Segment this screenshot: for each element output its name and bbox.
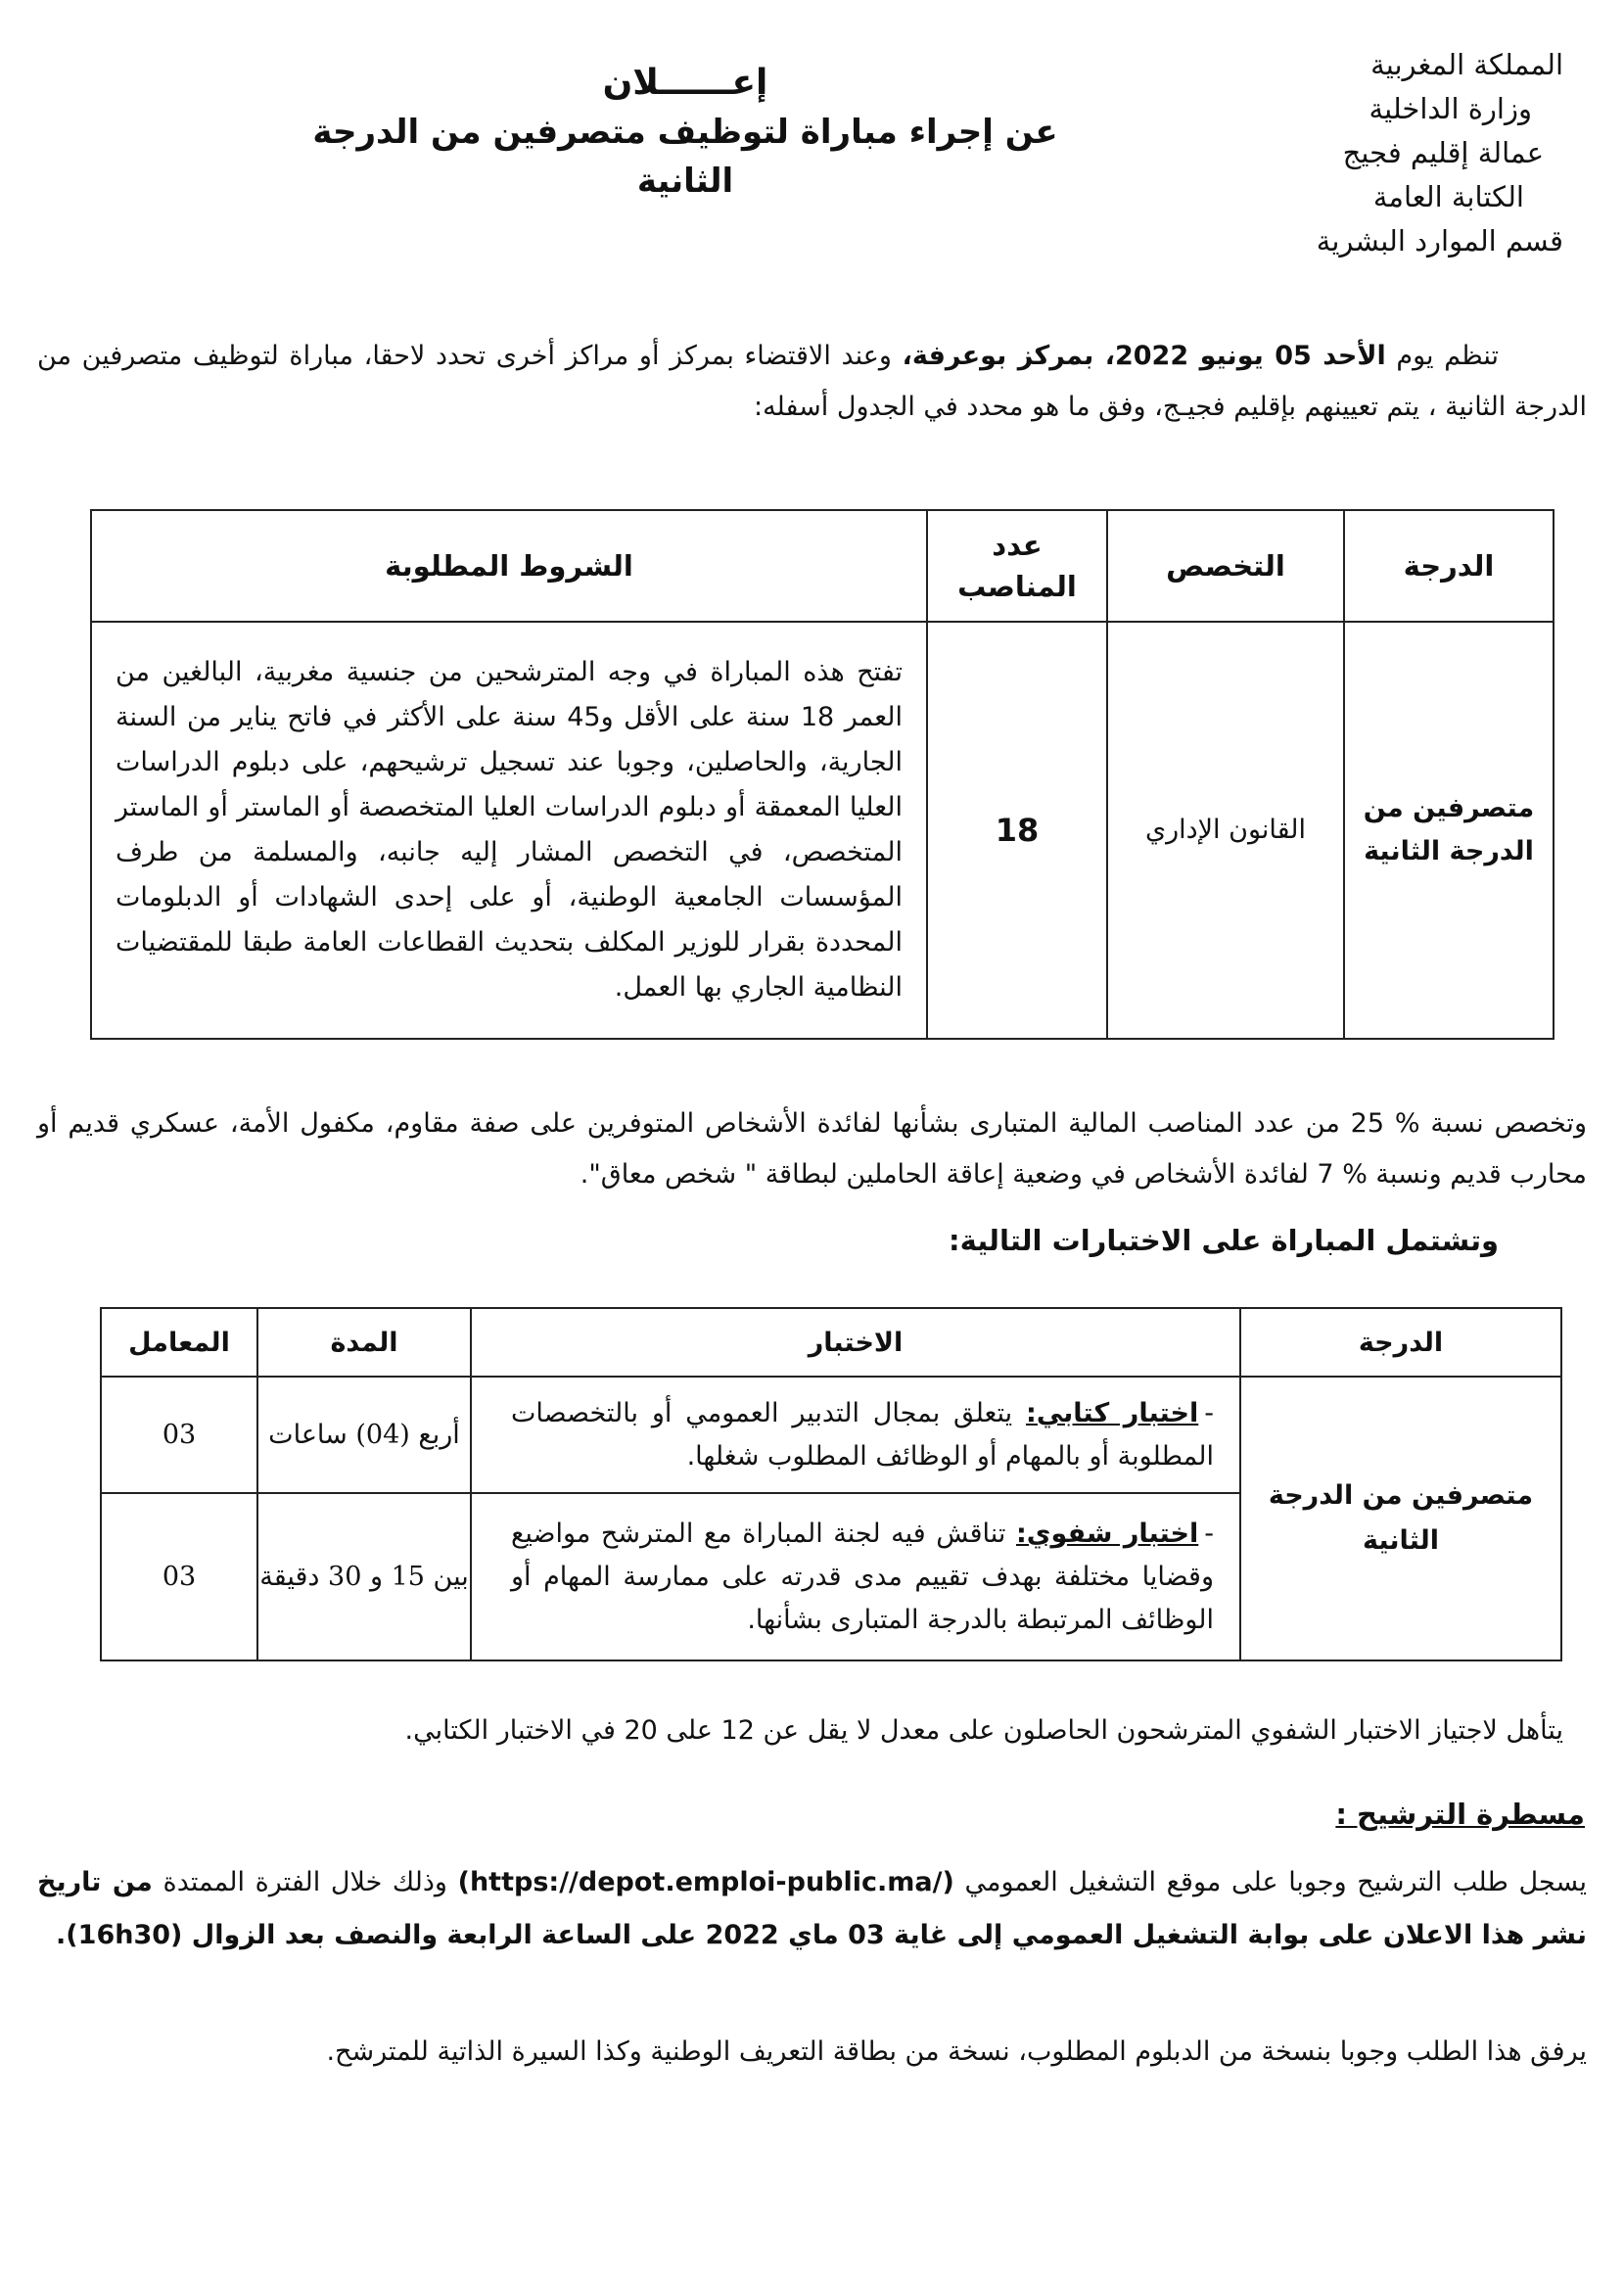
announcement-title-block bbox=[294, 59, 1077, 206]
intro-text-1: تنظم يوم bbox=[1385, 341, 1499, 371]
header-grade: الدرجة bbox=[1344, 510, 1554, 622]
table-row bbox=[101, 1377, 1561, 1493]
coefficient-cell: 03 bbox=[101, 1377, 257, 1493]
header-count: عدد المناصب bbox=[927, 510, 1107, 622]
grade-cell: متصرفين من الدرجة الثانية bbox=[1240, 1377, 1561, 1660]
qualification-paragraph: يتأهل لاجتياز الاختبار الشفوي المترشحون الحاصلون على معدل لا يقل عن 12 على 20 في الاختبار الكتابي. bbox=[404, 1715, 1563, 1746]
authority-line: الكتابة العامة bbox=[1372, 180, 1524, 213]
authority-line: المملكة المغربية bbox=[1370, 48, 1563, 81]
exam-cell bbox=[471, 1493, 1240, 1660]
announcement-title: إعــــــلان bbox=[602, 63, 768, 103]
application-text-2: وذلك خلال الفترة الممتدة bbox=[152, 1867, 458, 1897]
header-exam: الاختبار bbox=[471, 1308, 1240, 1377]
specialty-cell: القانون الإداري bbox=[1107, 622, 1344, 1039]
count-cell: 18 bbox=[927, 622, 1107, 1039]
table-header-row bbox=[101, 1308, 1561, 1377]
exams-table bbox=[100, 1307, 1562, 1661]
positions-table bbox=[90, 509, 1554, 1040]
header-coefficient: المعامل bbox=[101, 1308, 257, 1377]
exam-cell bbox=[471, 1377, 1240, 1493]
authority-line: وزارة الداخلية bbox=[1369, 92, 1532, 125]
header-grade: الدرجة bbox=[1240, 1308, 1561, 1377]
exam-description: يتعلق بمجال التدبير العمومي أو بالتخصصات المطلوبة أو بالمهام أو الوظائف المطلوب شغلها. bbox=[511, 1397, 1214, 1472]
coefficient-cell: 03 bbox=[101, 1493, 257, 1660]
duration-cell: بين 15 و 30 دقيقة bbox=[257, 1493, 471, 1660]
portal-url[interactable]: (https://depot.emploi-public.ma/) bbox=[457, 1867, 954, 1897]
header-specialty: التخصص bbox=[1107, 510, 1344, 622]
attachments-paragraph: يرفق هذا الطلب وجوبا بنسخة من الدبلوم المطلوب، نسخة من بطاقة التعريف الوطنية وكذا السيرة الذاتية للمترشح. bbox=[326, 2036, 1587, 2067]
header-conditions: الشروط المطلوبة bbox=[91, 510, 927, 622]
bullet-dash: - bbox=[1204, 1397, 1214, 1428]
intro-date: الأحد 05 يونيو 2022، بمركز بوعرفة، bbox=[902, 341, 1386, 371]
table-header-row bbox=[91, 510, 1554, 622]
issuing-authority bbox=[1152, 43, 1563, 263]
bullet-dash: - bbox=[1204, 1518, 1215, 1549]
duration-cell: أربع (04) ساعات bbox=[257, 1377, 471, 1493]
intro-text-2: وعند الاقتضاء بمركز أو مراكز أخرى تحدد لاحقا، مباراة لتوظيف متصرفين من الدرجة الثانية ، يتم تعيينهم بإقليم فجيـج، وفق ما هو محدد في الجدول أسفله: bbox=[37, 341, 1587, 422]
application-deadline: من تاريخ نشر هذا الاعلان على بوابة التشغيل العمومي إلى غاية 03 ماي 2022 على الساعة الرابعة والنصف بعد الزوال (16h30). bbox=[37, 1867, 1587, 1950]
intro-paragraph bbox=[37, 331, 1587, 433]
table-row bbox=[91, 622, 1554, 1039]
application-text-1: يسجل طلب الترشيح وجوبا على موقع التشغيل العمومي bbox=[953, 1867, 1587, 1897]
conditions-cell: تفتح هذه المباراة في وجه المترشحين من جنسية مغربية، البالغين من العمر 18 سنة على الأقل و45 سنة على الأكثر في فاتح يناير من السنة الجارية، والحاصلين، وجوبا عند تسجيل ترشيحهم، على دبلوم الدراسات العليا المعمقة أو دبلوم الدراسات العليا المتخصصة أو الماستر أو الماستر المتخصص، في التخصص المشار إليه جانبه، والمسلمة من طرف المؤسسات الجامعية الوطنية، أو على إحدى الشهادات أو الدبلومات المحددة بقرار للوزير المكلف بتحديث القطاعات العامة طبقا للمقتضيات النظامية الجاري بها العمل. bbox=[91, 622, 927, 1039]
exam-description: تناقش فيه لجنة المباراة مع المترشح مواضيع وقضايا مختلفة بهدف تقييم مدى قدرته على ممارسة المهام أو الوظائف المرتبطة بالدرجة المتبارى بشأنها. bbox=[511, 1518, 1214, 1635]
procedure-heading: مسطرة الترشيح : bbox=[1335, 1798, 1585, 1831]
quota-paragraph: وتخصص نسبة % 25 من عدد المناصب المالية المتبارى بشأنها لفائدة الأشخاص المتوفرين على صفة مقاوم، مكفول الأمة، عسكري قديم أو محارب قديم ونسبة % 7 لفائدة الأشخاص في وضعية إعاقة الحاملين لبطاقة " شخص معاق". bbox=[37, 1108, 1587, 1190]
exam-label: اختبار شفوي: bbox=[1015, 1518, 1199, 1549]
announcement-subtitle: عن إجراء مباراة لتوظيف متصرفين من الدرجة الثانية bbox=[312, 113, 1058, 201]
grade-cell: متصرفين من الدرجة الثانية bbox=[1344, 622, 1554, 1039]
exam-label: اختبار كتابي: bbox=[1026, 1397, 1199, 1428]
authority-line: قسم الموارد البشرية bbox=[1316, 224, 1563, 257]
application-paragraph bbox=[37, 1856, 1587, 1962]
header-duration: المدة bbox=[257, 1308, 471, 1377]
authority-line: عمالة إقليم فجيج bbox=[1342, 136, 1544, 169]
exams-intro: وتشتمل المباراة على الاختبارات التالية: bbox=[949, 1224, 1499, 1257]
